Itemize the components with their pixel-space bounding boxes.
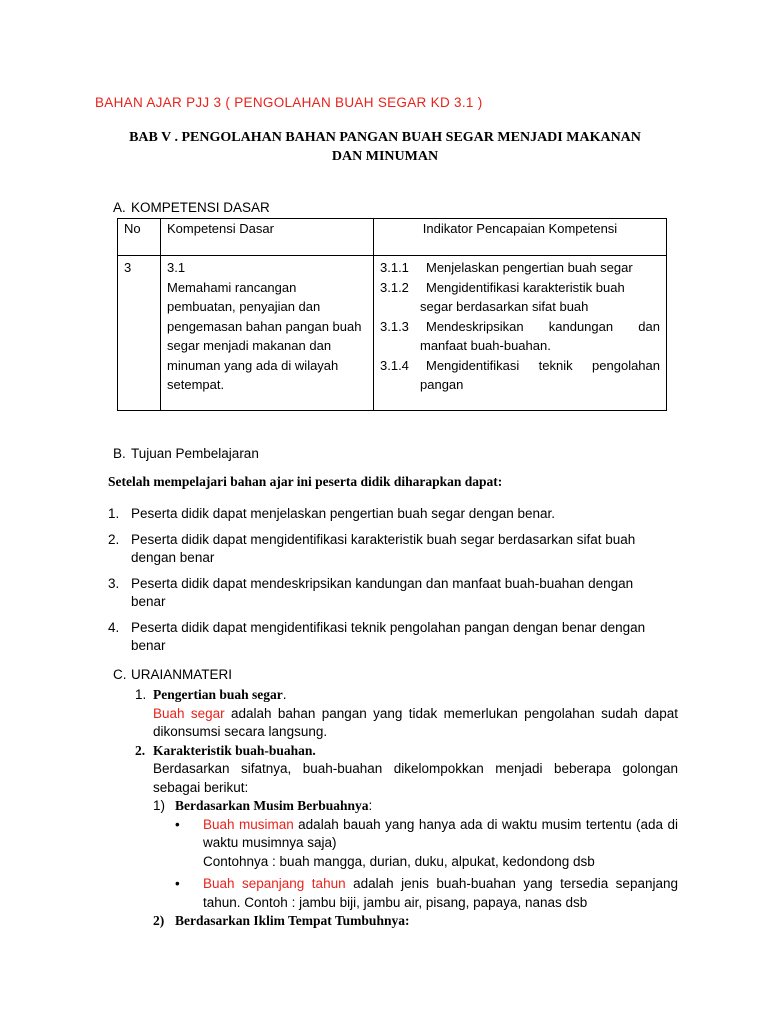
indicator-number: 3.1.2	[380, 279, 409, 295]
material-item-number: 2.	[135, 742, 146, 758]
material-content	[135, 686, 678, 931]
material-item-heading-suffix: .	[282, 687, 287, 702]
indicator-item	[380, 278, 660, 298]
table-cell-kd	[161, 256, 374, 411]
material-subitem-number: 1)	[153, 798, 166, 813]
section-a-heading	[113, 200, 270, 215]
material-item-heading: Pengertian buah segar	[153, 687, 283, 702]
list-item-text: Peserta didik dapat mengidentifikasi teknik pengolahan pangan dengan benar dengan benar	[131, 620, 646, 653]
bullet-icon: •	[175, 876, 180, 891]
material-item-number: 1.	[135, 687, 147, 702]
chapter-title-line2: DAN MINUMAN	[331, 149, 439, 164]
table-cell-no: 3	[118, 256, 161, 411]
bullet-example: Contohnya : buah mangga, durian, duku, alpukat, kedondong dsb	[203, 853, 595, 869]
table-row	[118, 256, 667, 411]
bullet-icon: •	[175, 816, 180, 832]
list-item-number: 3.	[108, 576, 120, 591]
indicator-item	[380, 258, 660, 278]
indicator-number: 3.1.4	[380, 357, 409, 373]
material-subitem-heading: Berdasarkan Iklim Tempat Tumbuhnya:	[175, 913, 410, 928]
material-subitem-suffix: :	[368, 798, 373, 813]
indicator-item	[380, 356, 660, 376]
bullet-content	[203, 875, 678, 912]
indicator-continuation: segar berdasarkan sifat buah	[420, 299, 589, 314]
material-subitem-heading: Berdasarkan Musim Berbuahnya	[175, 798, 369, 813]
material-item-1	[135, 686, 678, 705]
table-header-no: No	[118, 219, 161, 256]
section-c-title: URAIANMATERI	[131, 667, 233, 682]
section-b-title: Tujuan Pembelajaran	[131, 446, 259, 461]
chapter-title-line1: BAB V . PENGOLAHAN BAHAN PANGAN BUAH SEGAR MENJADI MAKANAN	[129, 130, 641, 145]
list-item-number: 1.	[108, 506, 120, 521]
learning-intro: Setelah mempelajari bahan ajar ini peserta didik diharapkan dapat:	[108, 474, 503, 489]
section-b-heading	[113, 446, 259, 461]
section-b-letter: B.	[113, 446, 126, 461]
list-item-text: Peserta didik dapat mengidentifikasi karakteristik buah segar berdasarkan sifat buah dengan benar	[131, 532, 636, 565]
section-a-title: KOMPETENSI DASAR	[131, 200, 270, 215]
list-item-number: 4.	[108, 620, 120, 635]
section-a-letter: A.	[113, 200, 126, 215]
list-item	[108, 531, 668, 567]
kd-code: 3.1	[167, 260, 186, 275]
list-item	[108, 505, 668, 523]
table-header-kd: Kompetensi Dasar	[161, 219, 374, 256]
material-definition: adalah bahan pangan yang tidak memerlukan pengolahan sudah dapat dikonsumsi secara langsung.	[153, 705, 678, 739]
learning-goals-list	[108, 505, 668, 663]
list-item	[108, 619, 668, 655]
chapter-title	[90, 128, 680, 166]
bullet-list	[135, 816, 678, 913]
indicator-number: 3.1.3	[380, 318, 409, 334]
bullet-text: adalah jenis buah-buahan yang tersedia sepanjang tahun. Contoh : jambu biji, jambu air, pisang, papaya, nanas dsb	[203, 876, 678, 910]
list-item	[171, 816, 678, 872]
document-header-title: BAHAN AJAR PJJ 3 ( PENGOLAHAN BUAH SEGAR KD 3.1 )	[95, 95, 483, 110]
section-c-letter: C.	[113, 667, 127, 682]
bullet-content	[203, 816, 678, 872]
list-item	[171, 875, 678, 912]
indicator-text: Mendeskripsikan kandungan dan	[426, 318, 660, 334]
list-item-text: Peserta didik dapat menjelaskan pengertian buah segar dengan benar.	[131, 506, 556, 521]
indicator-continuation: manfaat buah-buahan.	[420, 338, 551, 353]
material-subitem-number: 2)	[153, 913, 165, 928]
indicator-text: Mengidentifikasi teknik pengolahan	[426, 357, 660, 373]
indicator-text: Menjelaskan pengertian buah segar	[426, 260, 633, 275]
indicator-number: 3.1.1	[380, 260, 409, 275]
competency-table	[117, 218, 667, 411]
material-subitem-1	[135, 797, 678, 816]
material-item-body	[135, 705, 678, 742]
bullet-term: Buah sepanjang tahun	[203, 876, 346, 891]
material-item-2	[135, 742, 678, 761]
material-item-heading: Karakteristik buah-buahan.	[153, 742, 316, 758]
material-item-body: Berdasarkan sifatnya, buah-buahan dikelompokkan menjadi beberapa golongan sebagai berikut:	[153, 761, 678, 795]
table-header-indicator: Indikator Pencapaian Kompetensi	[374, 219, 667, 256]
table-header-row	[118, 219, 667, 256]
list-item	[108, 575, 668, 611]
list-item-number: 2.	[108, 532, 120, 547]
bullet-text: adalah bauah yang hanya ada di waktu musim tertentu (ada di waktu musimnya saja)	[203, 816, 679, 850]
indicator-item	[380, 317, 660, 337]
material-subitem-2	[135, 912, 678, 931]
material-term: Buah segar	[153, 705, 225, 721]
kd-text: Memahami rancangan pembuatan, penyajian dan pengemasan bahan pangan buah segar menjadi makanan dan minuman yang ada di wilayah setempat.	[167, 279, 362, 392]
table-cell-indicators	[374, 256, 667, 411]
section-c-heading	[113, 667, 232, 682]
indicator-text: Mengidentifikasi karakteristik buah	[426, 279, 625, 295]
bullet-term: Buah musiman	[203, 816, 294, 832]
list-item-text: Peserta didik dapat mendeskripsikan kandungan dan manfaat buah-buahan dengan benar	[131, 576, 634, 609]
indicator-continuation: pangan	[420, 377, 464, 392]
